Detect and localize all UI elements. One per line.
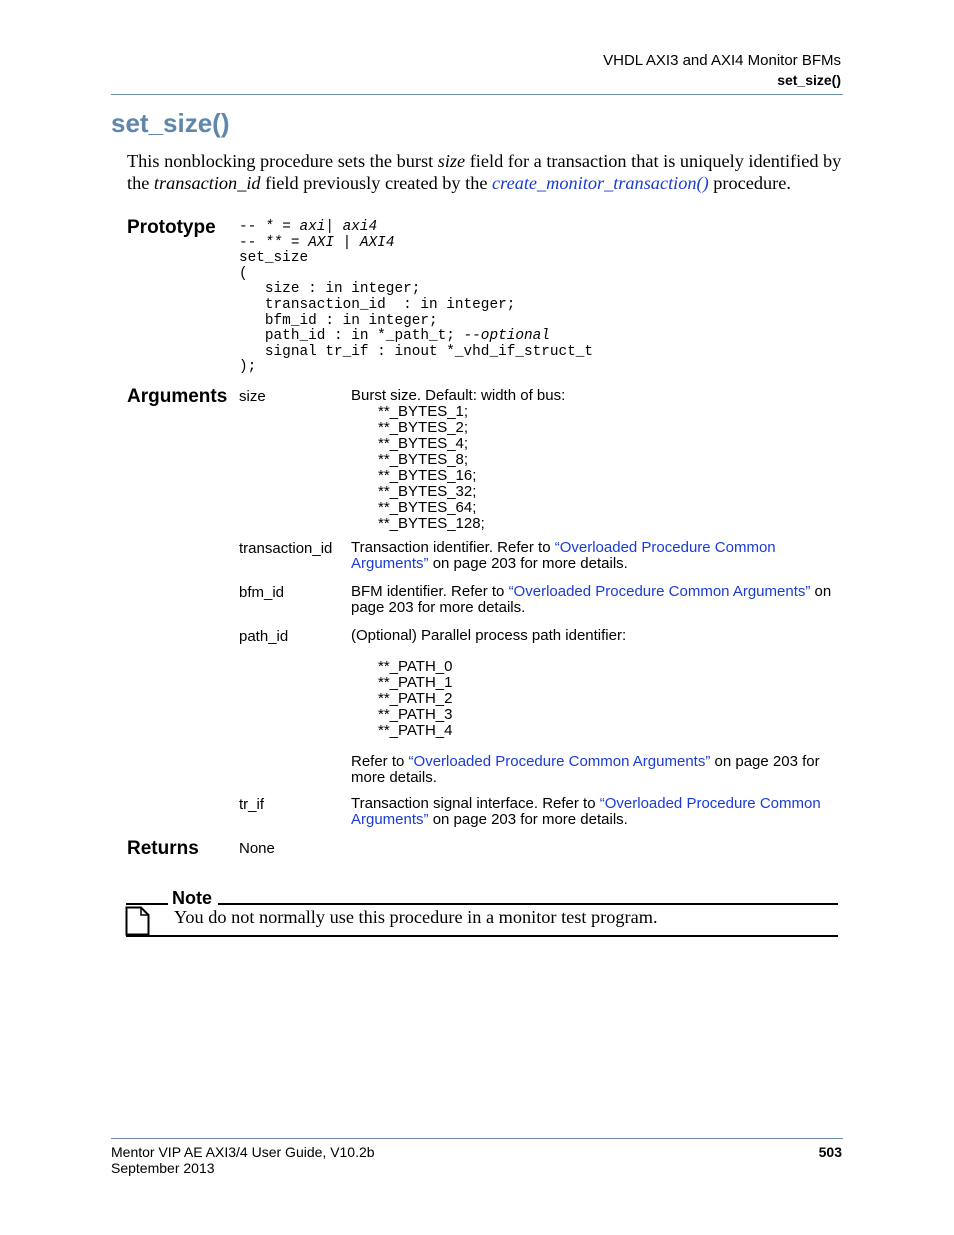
overloaded-arguments-link[interactable]: “Overloaded Procedure Common Arguments” [508, 583, 811, 600]
size-value: **_BYTES_128; [378, 515, 485, 532]
arg-desc-text: Refer to [351, 753, 409, 770]
note-text: You do not normally use this procedure in a monitor test program. [174, 907, 658, 927]
size-value: **_BYTES_64; [378, 499, 477, 516]
prototype-code [239, 220, 593, 376]
code-line: bfm_id : in integer; [239, 312, 438, 329]
size-value: **_BYTES_1; [378, 403, 469, 420]
footer-guide-title: Mentor VIP AE AXI3/4 User Guide, V10.2b [111, 1144, 375, 1160]
running-header-chapter: VHDL AXI3 and AXI4 Monitor BFMs [603, 52, 841, 69]
intro-italic-size: size [437, 151, 466, 171]
arg-name-size: size [239, 388, 266, 405]
arg-desc-text: (Optional) Parallel process path identifier: [351, 627, 627, 644]
path-value: **_PATH_2 [378, 690, 453, 707]
code-comment: * = axi| axi4 [264, 219, 378, 235]
intro-text: This nonblocking procedure sets the burst [127, 151, 438, 171]
code-comment: --optional [463, 328, 550, 345]
running-header-section: set_size() [777, 72, 841, 88]
intro-text: field previously created by the [260, 173, 493, 193]
create-monitor-transaction-link[interactable]: create_monitor_transaction() [492, 173, 709, 193]
code-line: signal tr_if : inout *_vhd_if_struct_t [239, 343, 594, 360]
intro-text: field for a transaction that is uniquely identified by the [127, 151, 842, 193]
overloaded-arguments-link[interactable]: “Overloaded Procedure Common Arguments” [351, 795, 821, 828]
path-value: **_PATH_1 [378, 674, 453, 691]
arg-name-bfm-id: bfm_id [239, 584, 285, 601]
note-rule-right [218, 903, 838, 905]
note-rule-bottom [126, 935, 838, 937]
arg-desc-text: on page 203 for more details. [428, 555, 628, 572]
arg-desc-text: BFM identifier. Refer to [351, 583, 509, 600]
intro-paragraph [127, 150, 847, 194]
intro-text: procedure. [708, 173, 791, 193]
footer-rule [111, 1138, 843, 1139]
arg-desc-text: Transaction signal interface. Refer to [351, 795, 600, 812]
prototype-heading: Prototype [127, 217, 216, 238]
returns-heading: Returns [127, 838, 199, 859]
arg-desc-size [351, 388, 846, 532]
arg-desc-transaction-id [351, 540, 846, 572]
code-line: set_size [239, 250, 309, 267]
arg-desc-path-id [351, 628, 846, 786]
intro-italic-transaction-id: transaction_id [153, 173, 261, 193]
arg-desc-text: Transaction identifier. Refer to [351, 539, 555, 556]
arg-desc-tr-if [351, 796, 846, 828]
code-comment: ** = AXI | AXI4 [264, 234, 395, 251]
arg-name-tr-if: tr_if [239, 796, 265, 813]
arg-desc-text: on page 203 for more details. [351, 753, 820, 786]
arg-desc-text: on page 203 for more details. [428, 811, 628, 828]
path-value: **_PATH_4 [378, 722, 453, 739]
code-line: transaction_id : in integer; [239, 296, 516, 313]
code-comment-dash: -- [239, 234, 265, 251]
code-line: path_id : in *_path_t; [239, 328, 464, 345]
returns-value: None [239, 840, 275, 857]
size-value: **_BYTES_32; [378, 483, 477, 500]
arg-name-transaction-id: transaction_id [239, 540, 333, 557]
header-rule [111, 94, 843, 95]
arg-desc-text: Burst size. Default: width of bus: [351, 387, 566, 404]
note-title: Note [172, 888, 212, 908]
size-value: **_BYTES_8; [378, 451, 469, 468]
footer-date: September 2013 [111, 1160, 215, 1176]
code-line: size : in integer; [239, 281, 421, 298]
arguments-heading: Arguments [127, 386, 228, 407]
overloaded-arguments-link[interactable]: “Overloaded Procedure Common Arguments” [408, 753, 711, 770]
code-line: ( [239, 265, 248, 282]
size-value: **_BYTES_16; [378, 467, 477, 484]
path-value: **_PATH_3 [378, 706, 453, 723]
arg-name-path-id: path_id [239, 628, 289, 645]
page-title: set_size() [111, 108, 230, 138]
code-comment-dash: -- [239, 219, 265, 235]
arg-desc-text: on page 203 for more details. [351, 583, 832, 616]
path-value: **_PATH_0 [378, 658, 453, 675]
page-number: 503 [818, 1144, 842, 1160]
arg-desc-bfm-id [351, 584, 846, 616]
size-value: **_BYTES_2; [378, 419, 469, 436]
overloaded-arguments-link[interactable]: “Overloaded Procedure Common Arguments” [351, 539, 776, 572]
size-value: **_BYTES_4; [378, 435, 469, 452]
note-rule-left [126, 903, 168, 905]
code-line: ); [239, 359, 257, 376]
